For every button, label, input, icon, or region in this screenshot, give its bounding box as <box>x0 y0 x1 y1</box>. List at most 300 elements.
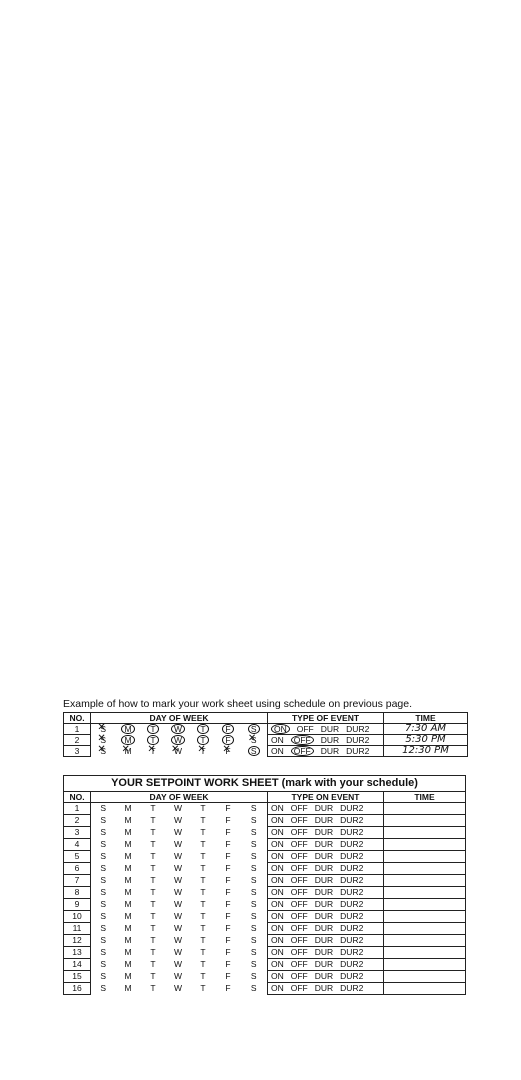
day-cell: T <box>150 911 156 921</box>
day-cell: S <box>241 983 268 995</box>
row-number: 3 <box>64 827 91 839</box>
day-cell: T <box>150 851 156 861</box>
day-cell: M <box>124 947 132 957</box>
day-cell: T <box>200 803 206 814</box>
day-cell: F <box>225 803 231 814</box>
day-cell <box>166 724 191 735</box>
event-option: DUR2 <box>340 815 364 825</box>
event-option: ON <box>271 724 290 734</box>
event-cell <box>268 971 384 983</box>
day-cell: W <box>173 827 183 837</box>
day-cell: T <box>150 887 156 897</box>
day-cell: S <box>241 959 268 971</box>
day-cell: F <box>225 911 231 921</box>
day-cell: W <box>173 875 183 885</box>
day-cell: F <box>225 971 231 981</box>
day-cell: M <box>124 923 132 933</box>
day-cell <box>241 735 268 746</box>
day-cell: S <box>91 899 116 911</box>
event-option: DUR2 <box>340 971 364 981</box>
worksheet-row <box>64 923 466 935</box>
day-cell: T <box>200 887 206 897</box>
day-cell: M <box>124 911 132 921</box>
event-option: OFF <box>290 959 308 969</box>
day-circled: M <box>121 735 134 745</box>
worksheet-row <box>64 851 466 863</box>
day-cell: T <box>200 923 206 933</box>
header-type-on-event: TYPE ON EVENT <box>268 792 384 803</box>
event-option: ON <box>271 815 284 825</box>
header-day-of-week: DAY OF WEEK <box>91 713 268 724</box>
day-cell: T <box>200 851 206 861</box>
worksheet-row <box>64 887 466 899</box>
event-option: OFF <box>290 935 308 945</box>
day-cell: M <box>124 935 132 945</box>
day-cell <box>116 724 141 735</box>
day-crossed: M ✕ <box>124 746 131 756</box>
time-blank[interactable] <box>384 935 466 947</box>
day-circled: S <box>248 724 260 734</box>
day-cell: T <box>150 803 156 814</box>
event-cell <box>268 746 384 757</box>
day-cell: T <box>200 875 206 885</box>
day-cell: T <box>150 947 156 957</box>
row-number: 9 <box>64 899 91 911</box>
day-cell: M <box>124 983 132 993</box>
row-number: 7 <box>64 875 91 887</box>
day-cell: S <box>91 839 116 851</box>
event-option: OFF <box>290 863 308 873</box>
event-option: DUR <box>314 875 334 885</box>
day-cell: F <box>225 875 231 885</box>
row-number: 14 <box>64 959 91 971</box>
day-cell: M <box>124 863 132 873</box>
event-cell <box>268 827 384 839</box>
event-option: DUR2 <box>340 863 364 873</box>
day-circled: T <box>147 735 158 745</box>
event-option: DUR <box>320 724 340 734</box>
event-option: DUR <box>320 735 340 745</box>
event-option: ON <box>271 803 284 813</box>
day-cell: W <box>173 899 183 909</box>
row-number: 3 <box>64 746 91 757</box>
event-option: DUR <box>314 887 334 897</box>
time-blank[interactable] <box>384 827 466 839</box>
day-cell: W <box>173 887 183 897</box>
day-cell: S <box>241 923 268 935</box>
event-option: OFF <box>290 899 308 909</box>
day-cell: T <box>200 911 206 921</box>
example-row <box>64 724 468 735</box>
day-cell: W <box>173 911 183 921</box>
event-option: DUR <box>314 983 334 993</box>
day-cell: T <box>150 899 156 909</box>
event-cell <box>268 911 384 923</box>
day-crossed: W ✕ <box>174 746 182 756</box>
event-cell <box>268 851 384 863</box>
day-cell: T <box>150 815 156 825</box>
day-cell: S <box>91 923 116 935</box>
event-option: ON <box>271 887 284 897</box>
worksheet-row <box>64 839 466 851</box>
time-blank[interactable] <box>384 947 466 959</box>
example-caption: Example of how to mark your work sheet using schedule on previous page. <box>63 698 413 710</box>
event-cell <box>268 735 384 746</box>
event-option: DUR <box>314 971 334 981</box>
event-option: OFF <box>290 923 308 933</box>
day-cell: S <box>91 911 116 923</box>
row-number: 16 <box>64 983 91 995</box>
day-cell: S <box>241 863 268 875</box>
row-number: 2 <box>64 815 91 827</box>
row-number: 6 <box>64 863 91 875</box>
event-option: ON <box>271 875 284 885</box>
day-cell: S <box>91 971 116 983</box>
day-cell: M <box>124 815 132 825</box>
day-cell: T <box>200 899 206 909</box>
event-option: ON <box>271 947 284 957</box>
event-option: ON <box>271 827 284 837</box>
day-cell: S <box>91 983 116 995</box>
day-cell: F <box>225 983 231 993</box>
event-option: ON <box>271 851 284 861</box>
event-option: ON <box>271 839 284 849</box>
day-cell: S <box>91 887 116 899</box>
day-cell: S <box>241 815 268 827</box>
day-cell: T <box>200 839 206 849</box>
worksheet-row <box>64 899 466 911</box>
day-cell <box>166 746 191 757</box>
day-crossed: S ✕ <box>100 746 106 756</box>
time-blank[interactable] <box>384 803 466 815</box>
day-cell: F <box>225 899 231 909</box>
day-cell: S <box>241 839 268 851</box>
day-cell: T <box>150 959 156 969</box>
day-cell: M <box>124 887 132 897</box>
event-option: DUR <box>314 899 334 909</box>
worksheet-row <box>64 815 466 827</box>
event-option: DUR2 <box>340 875 364 885</box>
day-cell <box>141 724 166 735</box>
event-option: DUR <box>314 959 334 969</box>
worksheet-row <box>64 935 466 947</box>
event-option: ON <box>271 899 284 909</box>
day-cell <box>241 746 268 757</box>
row-number: 5 <box>64 851 91 863</box>
time-blank[interactable] <box>384 851 466 863</box>
row-number: 1 <box>64 803 91 815</box>
day-cell: M <box>124 971 132 981</box>
event-option: OFF <box>290 875 308 885</box>
event-option: DUR2 <box>340 959 364 969</box>
event-option: OFF <box>290 971 308 981</box>
event-option: DUR2 <box>340 947 364 957</box>
day-circled: W <box>171 724 185 734</box>
row-number: 1 <box>64 724 91 735</box>
day-cell: T <box>200 935 206 945</box>
event-option: DUR <box>314 827 334 837</box>
setpoint-worksheet-table <box>63 775 466 995</box>
day-crossed: F ✕ <box>225 746 230 756</box>
day-cell: F <box>225 839 231 849</box>
time-blank[interactable] <box>384 971 466 983</box>
event-option: DUR2 <box>346 724 370 734</box>
day-cell: S <box>241 947 268 959</box>
row-number: 12 <box>64 935 91 947</box>
time-blank[interactable] <box>384 839 466 851</box>
worksheet-row <box>64 803 466 815</box>
time-blank[interactable] <box>384 959 466 971</box>
day-cell: W <box>173 815 183 825</box>
day-cell <box>91 746 116 757</box>
row-number: 13 <box>64 947 91 959</box>
day-crossed: S ✕ <box>100 724 106 734</box>
row-number: 2 <box>64 735 91 746</box>
event-option: ON <box>271 971 284 981</box>
day-cell: S <box>91 827 116 839</box>
day-cell: S <box>91 875 116 887</box>
row-number: 8 <box>64 887 91 899</box>
time-entry: 5:30 PM <box>384 735 468 746</box>
example-row <box>64 746 468 757</box>
row-number: 4 <box>64 839 91 851</box>
day-cell: M <box>124 899 132 909</box>
event-option: ON <box>271 935 284 945</box>
day-cell: T <box>150 971 156 981</box>
worksheet-row <box>64 911 466 923</box>
time-blank[interactable] <box>384 887 466 899</box>
event-option: OFF <box>290 839 308 849</box>
event-option: OFF <box>291 735 314 745</box>
row-number: 11 <box>64 923 91 935</box>
event-option: DUR <box>314 923 334 933</box>
worksheet-row <box>64 863 466 875</box>
header-no: NO. <box>64 713 91 724</box>
day-circled: F <box>222 735 233 745</box>
day-cell <box>216 724 241 735</box>
header-time: TIME <box>384 713 468 724</box>
day-cell: W <box>173 803 183 814</box>
day-cell: F <box>225 947 231 957</box>
event-option: OFF <box>290 887 308 897</box>
day-cell: S <box>91 935 116 947</box>
header-time: TIME <box>384 792 466 803</box>
day-circled: T <box>197 724 208 734</box>
worksheet-row <box>64 971 466 983</box>
day-crossed: T ✕ <box>200 746 205 756</box>
day-cell: T <box>150 983 156 993</box>
time-blank[interactable] <box>384 863 466 875</box>
event-option: OFF <box>290 851 308 861</box>
time-blank[interactable] <box>384 899 466 911</box>
event-option: ON <box>271 746 284 756</box>
time-entry: 7:30 AM <box>384 724 468 735</box>
day-cell: S <box>91 863 116 875</box>
event-cell <box>268 923 384 935</box>
event-option: ON <box>271 959 284 969</box>
event-option: OFF <box>290 827 308 837</box>
time-blank[interactable] <box>384 875 466 887</box>
event-option: DUR2 <box>340 803 364 813</box>
event-option: OFF <box>290 911 308 921</box>
header-day-of-week: DAY OF WEEK <box>91 792 268 803</box>
day-cell: S <box>91 851 116 863</box>
event-option: ON <box>271 863 284 873</box>
time-blank[interactable] <box>384 923 466 935</box>
worksheet-title: YOUR SETPOINT WORK SHEET (mark with your schedule) <box>64 776 466 792</box>
day-cell: S <box>241 887 268 899</box>
day-cell: W <box>173 947 183 957</box>
event-cell <box>268 959 384 971</box>
day-cell: S <box>241 803 268 815</box>
event-option: ON <box>271 923 284 933</box>
worksheet-row <box>64 947 466 959</box>
event-cell <box>268 947 384 959</box>
event-option: ON <box>271 983 284 993</box>
day-cell <box>116 746 141 757</box>
event-cell <box>268 803 384 815</box>
worksheet-row <box>64 959 466 971</box>
day-cell: S <box>241 911 268 923</box>
day-cell: T <box>200 971 206 981</box>
day-cell: T <box>150 875 156 885</box>
event-option: DUR2 <box>340 827 364 837</box>
event-option: DUR <box>314 839 334 849</box>
header-no: NO. <box>64 792 91 803</box>
day-crossed: S ✕ <box>251 735 257 745</box>
worksheet-row <box>64 827 466 839</box>
day-cell: S <box>241 935 268 947</box>
event-option: DUR <box>314 803 334 813</box>
day-cell: T <box>200 983 206 993</box>
day-cell: S <box>91 947 116 959</box>
event-cell <box>268 899 384 911</box>
event-cell <box>268 863 384 875</box>
day-cell: F <box>225 827 231 837</box>
event-option: DUR2 <box>340 923 364 933</box>
day-cell: F <box>225 887 231 897</box>
day-cell: F <box>225 935 231 945</box>
event-option: ON <box>271 911 284 921</box>
event-cell <box>268 724 384 735</box>
day-cell: W <box>173 839 183 849</box>
event-option: DUR <box>320 746 340 756</box>
day-cell: M <box>124 851 132 861</box>
event-option: DUR2 <box>340 899 364 909</box>
day-cell: S <box>241 827 268 839</box>
day-cell: S <box>91 815 116 827</box>
day-cell: T <box>150 839 156 849</box>
day-cell: M <box>124 839 132 849</box>
day-cell: F <box>225 863 231 873</box>
day-cell: W <box>173 971 183 981</box>
day-cell: T <box>200 947 206 957</box>
day-cell <box>141 746 166 757</box>
day-circled: M <box>121 724 134 734</box>
day-cell: F <box>225 959 231 969</box>
day-cell: T <box>200 815 206 825</box>
event-option: DUR2 <box>346 735 370 745</box>
event-option: DUR <box>314 911 334 921</box>
event-option: DUR <box>314 863 334 873</box>
day-cell: M <box>124 959 132 969</box>
day-circled: S <box>248 746 260 756</box>
event-cell <box>268 983 384 995</box>
day-cell: T <box>150 935 156 945</box>
time-entry: 12:30 PM <box>384 746 468 757</box>
day-cell: W <box>173 851 183 861</box>
event-option: OFF <box>290 803 308 813</box>
day-cell: S <box>241 851 268 863</box>
day-cell: S <box>241 899 268 911</box>
day-cell: W <box>173 863 183 873</box>
event-cell <box>268 839 384 851</box>
day-cell: M <box>124 875 132 885</box>
day-cell: T <box>200 827 206 837</box>
example-table <box>63 712 468 757</box>
event-cell <box>268 935 384 947</box>
event-option: DUR <box>314 851 334 861</box>
day-cell: T <box>200 959 206 969</box>
event-option: OFF <box>291 746 314 756</box>
event-option: DUR <box>314 947 334 957</box>
event-option: OFF <box>296 724 314 734</box>
day-circled: T <box>147 724 158 734</box>
event-cell <box>268 887 384 899</box>
day-cell: W <box>173 959 183 969</box>
row-number: 10 <box>64 911 91 923</box>
day-crossed: S ✕ <box>100 735 106 745</box>
day-circled: F <box>222 724 233 734</box>
day-cell: S <box>241 875 268 887</box>
event-cell <box>268 875 384 887</box>
row-number: 15 <box>64 971 91 983</box>
event-option: DUR2 <box>346 746 370 756</box>
worksheet-row <box>64 983 466 995</box>
event-option: DUR2 <box>340 983 364 993</box>
day-circled: T <box>197 735 208 745</box>
day-cell: T <box>200 863 206 873</box>
event-option: DUR2 <box>340 887 364 897</box>
day-cell: F <box>225 923 231 933</box>
day-cell: W <box>173 923 183 933</box>
day-cell: T <box>150 863 156 873</box>
event-option: DUR2 <box>340 851 364 861</box>
event-option: OFF <box>290 983 308 993</box>
day-circled: W <box>171 735 185 745</box>
day-cell: W <box>173 935 183 945</box>
event-option: DUR2 <box>340 911 364 921</box>
time-blank[interactable] <box>384 983 466 995</box>
event-option: OFF <box>290 947 308 957</box>
day-crossed: T ✕ <box>150 746 155 756</box>
header-type-of-event: TYPE OF EVENT <box>268 713 384 724</box>
event-option: DUR2 <box>340 839 364 849</box>
time-blank[interactable] <box>384 911 466 923</box>
day-cell: M <box>124 827 132 837</box>
day-cell: F <box>225 815 231 825</box>
day-cell: S <box>91 959 116 971</box>
day-cell: F <box>225 851 231 861</box>
time-blank[interactable] <box>384 815 466 827</box>
day-cell <box>191 724 216 735</box>
day-cell <box>216 746 241 757</box>
event-cell <box>268 815 384 827</box>
day-cell <box>191 746 216 757</box>
day-cell: T <box>150 923 156 933</box>
event-option: ON <box>271 735 284 745</box>
event-option: DUR <box>314 935 334 945</box>
